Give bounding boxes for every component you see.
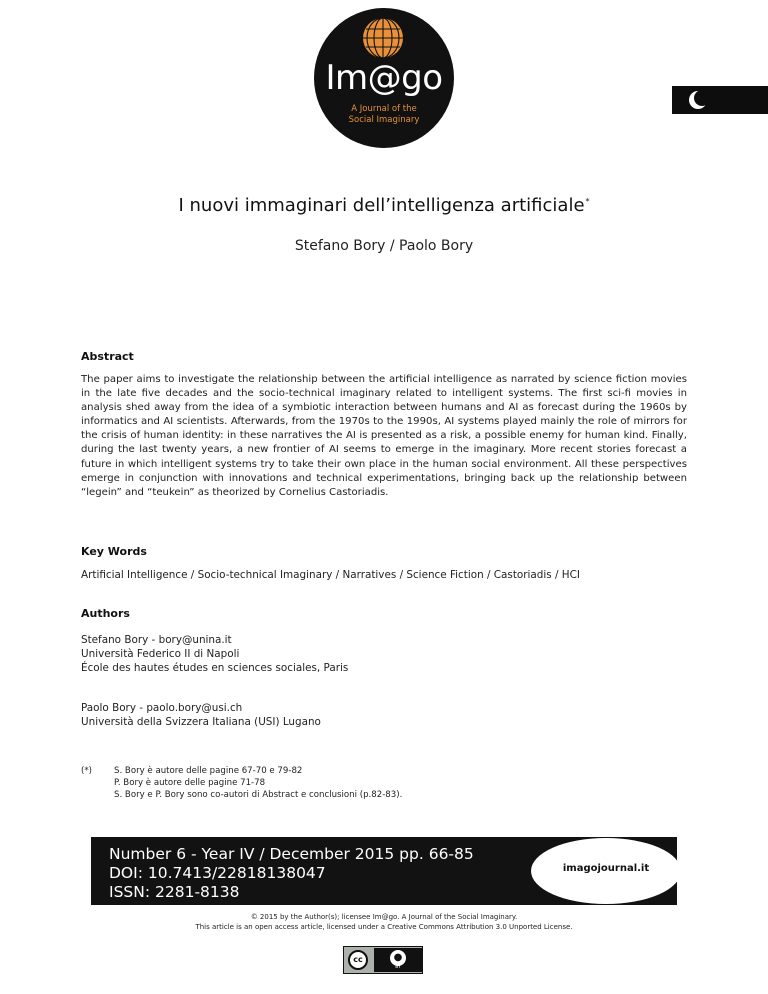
author1-affiliation2: École des hautes études en sciences sociales, Paris <box>81 662 349 674</box>
issue-info: Number 6 - Year IV / December 2015 pp. 66-85 <box>109 845 474 863</box>
footer-band <box>91 837 677 905</box>
author1-contact: Stefano Bory - bory@unina.it <box>81 634 232 646</box>
abstract-section <box>81 350 687 500</box>
article-title <box>0 190 768 218</box>
journal-logo <box>314 8 454 148</box>
author-block-2 <box>81 701 687 729</box>
by-label: BY <box>395 965 401 970</box>
logo-title: Im@go <box>325 58 443 98</box>
person-icon: ● <box>390 950 406 966</box>
author2-affiliation1: Università della Svizzera Italiana (USI) Lugano <box>81 716 321 728</box>
crescent-moon-icon <box>686 89 708 111</box>
doi[interactable]: DOI: 10.7413/22818138047 <box>109 864 326 882</box>
abstract-text: The paper aims to investigate the relationship between the artificial intelligence as narrated by science fiction movies in the late five decades and the socio-technical imaginary related to intelligent systems. The first sci-fi movies in analysis shed away from the idea of a symbiotic interaction between humans and AI as forecast during the 1960s by informatics and AI scientists. Afterwards, from the 1970s to the 1990s, AI systems played mainly the role of mirrors for the crisis of human identity: in these narratives the AI is presented as a risk, a possible enemy for human kind. Finally, during the last twenty years, a new frontier of AI seems to emerge in the imaginary. More recent stories forecast a future in which intelligent systems try to take their own place in the human social environment. All these perspectives emerge in conjunction with innovations and technical experimentations, bringing back up the relationship between “legein” and “teukein” as theorized by Cornelius Castoriadis. <box>81 374 687 498</box>
license-line1: © 2015 by the Author(s); licensee Im@go. A Journal of the Social Imaginary. <box>250 913 518 921</box>
cc-icon: cc <box>348 950 368 970</box>
authors-section <box>81 607 687 729</box>
authors-heading: Authors <box>81 607 130 620</box>
license-notice <box>0 913 768 932</box>
website-oval <box>531 838 681 904</box>
footnote-line: P. Bory è autore delle pagine 71-78 <box>114 778 266 788</box>
author2-contact: Paolo Bory - paolo.bory@usi.ch <box>81 702 243 714</box>
footnote-marker: (*) <box>81 766 93 776</box>
website-link[interactable]: imagojournal.it <box>562 863 650 874</box>
article-authors: Stefano Bory / Paolo Bory <box>294 238 474 254</box>
keywords-text: Artificial Intelligence / Socio-technical Imaginary / Narratives / Science Fiction / Castoriadis / HCI <box>81 569 580 581</box>
footnote-line: S. Bory è autore delle pagine 67-70 e 79-82 <box>114 766 303 776</box>
author-block-1 <box>81 633 687 675</box>
keywords-heading: Key Words <box>81 545 147 558</box>
footnote-line: S. Bory e P. Bory sono co-autori di Abstract e conclusioni (p.82-83). <box>114 790 403 800</box>
article-title-text: I nuovi immaginari dell’intelligenza artificiale <box>178 195 585 216</box>
logo-subtitle <box>314 104 454 126</box>
title-footnote-mark: * <box>585 197 590 206</box>
globe-icon <box>361 16 405 60</box>
logo-subtitle-line2: Social Imaginary <box>348 115 420 125</box>
issn: ISSN: 2281-8138 <box>109 883 240 901</box>
by-panel <box>374 948 422 972</box>
keywords-section <box>81 545 687 582</box>
logo-subtitle-line1: A Journal of the <box>351 104 417 114</box>
footer-info <box>109 845 489 902</box>
footnote-lines <box>114 765 674 801</box>
license-line2: This article is an open access article, licensed under a Creative Commons Attribution 3.0 Unported License. <box>195 922 573 931</box>
abstract-heading: Abstract <box>81 350 134 363</box>
author1-affiliation1: Università Federico II di Napoli <box>81 648 240 660</box>
moon-tab <box>672 86 768 114</box>
cc-by-badge[interactable] <box>343 946 423 974</box>
